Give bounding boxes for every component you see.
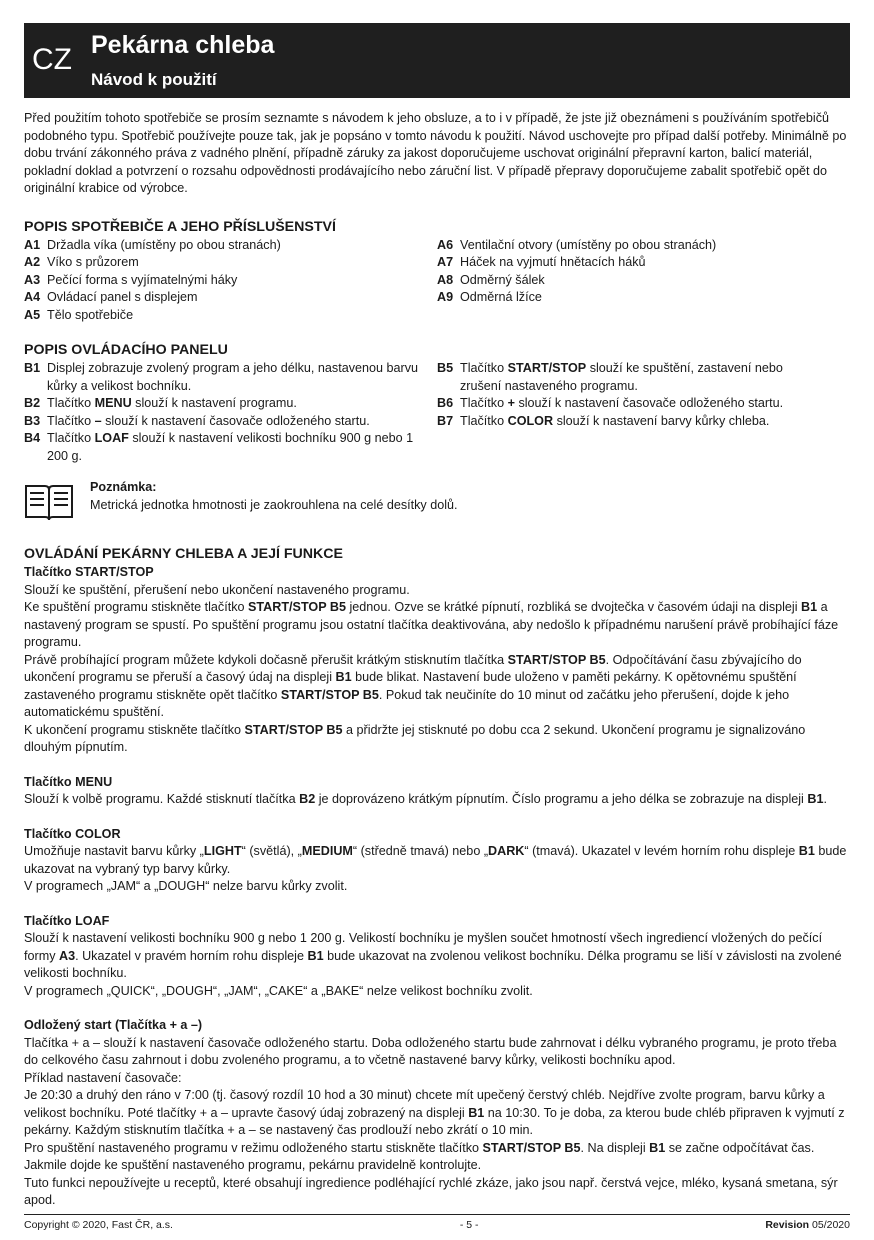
list-item: A3 Pečící forma s vyjímatelnými háky bbox=[24, 272, 238, 287]
paragraph: Tuto funkci nepoužívejte u receptů, které obsahují ingredience podléhající rychlé zkáze, jako jsou např. čerstvá vejce, mléko, kysaná smetana, sýr apod. bbox=[24, 1175, 838, 1207]
appliance-parts-right bbox=[437, 237, 850, 325]
list-item: B4 Tlačítko LOAF slouží k nastavení velikosti bochníku 900 g nebo 1 200 g. bbox=[24, 431, 414, 463]
appliance-parts bbox=[24, 237, 850, 325]
paragraph: Umožňuje nastavit barvu kůrky „LIGHT“ (světlá), „MEDIUM“ (středně tmavá) nebo „DARK“ (tmavá). Ukazatel v levém horním rohu displeje B1 bude ukazovat na vybraný typ barvy kůrky. bbox=[24, 844, 847, 876]
list-item: B7 Tlačítko COLOR slouží k nastavení barvy kůrky chleba. bbox=[437, 413, 770, 428]
section-heading-panel: POPIS OVLÁDACÍHO PANELU bbox=[24, 342, 228, 358]
list-item: A6 Ventilační otvory (umístěny po obou stranách) bbox=[437, 237, 717, 252]
note-text: Metrická jednotka hmotnosti je zaokrouhlena na celé desítky dolů. bbox=[90, 497, 458, 512]
paragraph: Slouží k nastavení velikosti bochníku 900 g nebo 1 200 g. Velikostí bochníku je myšlen součet hmotností všech ingrediencí vložených do pečící formy A3. Ukazatel v pravém horním rohu displeje B1 bude ukazovat na zvolenou velikost bochníku. Délka programu se liší v závislosti na zvolené velikosti bochníku. bbox=[24, 931, 842, 980]
list-item: A5 Tělo spotřebiče bbox=[24, 307, 134, 322]
control-panel-right bbox=[437, 360, 850, 465]
paragraph: V programech „JAM“ a „DOUGH“ nelze barvu kůrky zvolit. bbox=[24, 879, 348, 893]
list-item: A2 Víko s průzorem bbox=[24, 255, 139, 269]
subheading-loaf: Tlačítko LOAF bbox=[24, 913, 110, 928]
list-item: A9 Odměrná lžíce bbox=[437, 290, 542, 304]
intro-paragraph: Před použitím tohoto spotřebiče se prosím seznamte s návodem k jeho obsluze, a to i v případě, že jste již obeznámeni s používáním spotřebičů podobného typu. Spotřebič používejte pouze tak, jak je popsáno v tomto návodu k použití. Návod uschovejte pro případ další potřeby. Minimálně po dobu trvání zákonného práva z vadného plnění, případně záruky za jakost doporučujeme uschovat originální přepravní karton, balicí materiál, pokladní doklad a potvrzení o rozsahu odpovědnosti prodávajícího nebo záruční list. V případě přepravy doporučujeme zabalit spotřebič opět do originální krabice od výrobce. bbox=[24, 111, 847, 195]
control-panel-left bbox=[24, 360, 437, 465]
paragraph: Příklad nastavení časovače: bbox=[24, 1070, 182, 1085]
paragraph: Je 20:30 a druhý den ráno v 7:00 (tj. časový rozdíl 10 hod a 30 minut) chcete mít upečený čerstvý chléb. Nejdříve zvolte program, barvu kůrky a velikost bochníku. Poté tlačítky + a – upravte časový údaj zobrazený na displeji B1 na 10:30. To je doba, za kterou bude chléb připraven k vyjmutí z pekárny. Každým stisknutím tlačítka + a – se nastavený čas prodlouží nebo zkrátí o 10 min. bbox=[24, 1088, 845, 1137]
note-content bbox=[90, 479, 458, 522]
page-title: Pekárna chleba bbox=[91, 31, 275, 59]
paragraph: Ke spuštění programu stiskněte tlačítko START/STOP B5 jednou. Ozve se krátké pípnutí, rozbliká se dvojtečka v časovém údaji na displeji B1 a nastavený program se spustí. Po spuštění programu jsou ostatní tlačítka deaktivována, aby nedošlo k případnému narušení právě probíhající fáze programu. bbox=[24, 600, 839, 649]
paragraph: Slouží ke spuštění, přerušení nebo ukončení nastaveného programu. bbox=[24, 582, 410, 597]
list-item: A4 Ovládací panel s displejem bbox=[24, 290, 198, 304]
list-item: A8 Odměrný šálek bbox=[437, 272, 545, 287]
list-item: B1 Displej zobrazuje zvolený program a jeho délku, nastavenou barvu kůrky a velikost bochníku. bbox=[24, 361, 419, 393]
list-item: B3 Tlačítko – slouží k nastavení časovače odloženého startu. bbox=[24, 413, 370, 428]
appliance-parts-left bbox=[24, 237, 437, 325]
paragraph: Právě probíhající program můžete kdykoli dočasně přerušit krátkým stisknutím tlačítka START/STOP B5. Odpočítávání času zbývajícího do ukončení programu se přeruší a časový údaj na displeji B1 bude blikat. Nastavení bude uloženo v paměti pekárny. K opětovnému spuštění zastaveného programu stiskněte opět tlačítko START/STOP B5. Pokud tak neučiníte do 10 minut od začátku jeho přerušení, dojde k jeho automatickému spuštění. bbox=[24, 652, 802, 719]
page-header bbox=[24, 23, 850, 98]
subheading-menu: Tlačítko MENU bbox=[24, 774, 113, 789]
document-body bbox=[24, 110, 850, 1210]
list-item: A1 Držadla víka (umístěny po obou stranách) bbox=[24, 237, 281, 252]
subheading-delay-start: Odložený start (Tlačítka + a –) bbox=[24, 1018, 203, 1032]
list-item: B6 Tlačítko + slouží k nastavení časovače odloženého startu. bbox=[437, 396, 784, 410]
section-heading-appliance: POPIS SPOTŘEBIČE A JEHO PŘÍSLUŠENSTVÍ bbox=[24, 218, 336, 235]
control-panel-parts bbox=[24, 360, 850, 465]
note-box bbox=[24, 479, 850, 522]
list-item: A7 Háček na vyjmutí hnětacích háků bbox=[437, 255, 646, 269]
paragraph: K ukončení programu stiskněte tlačítko START/STOP B5 a přidržte jej stisknuté po dobu cca 2 sekund. Ukončení programu je signalizováno dlouhým pípnutím. bbox=[24, 722, 806, 754]
paragraph: Tlačítka + a – slouží k nastavení časovače odloženého startu. Doba odloženého startu bude zahrnovat i délku vybraného programu, je proto třeba do celkového času zahrnout i dobu zvoleného programu, a to včetně nastavené barvy kůrky, velikosti bochníku apod. bbox=[24, 1035, 837, 1067]
language-code: CZ bbox=[32, 43, 72, 76]
paragraph: Slouží k volbě programu. Každé stisknutí tlačítka B2 je doprovázeno krátkým pípnutím. Číslo programu a jeho délka se zobrazuje na displeji B1. bbox=[24, 792, 827, 806]
list-item: B2 Tlačítko MENU slouží k nastavení programu. bbox=[24, 396, 297, 410]
list-item: B5 Tlačítko START/STOP slouží ke spuštění, zastavení nebo zrušení nastaveného programu. bbox=[437, 361, 783, 393]
paragraph: Pro spuštění nastaveného programu v režimu odloženého startu stiskněte tlačítko START/STOP B5. Na displeji B1 se začne odpočítávat čas. Jakmile dojde ke spuštění nastaveného programu, pekárnu pravidelně kontrolujte. bbox=[24, 1140, 815, 1172]
page-number: - 5 - bbox=[459, 1219, 479, 1231]
book-icon bbox=[24, 482, 74, 522]
subheading-color: Tlačítko COLOR bbox=[24, 826, 121, 841]
revision: Revision 05/2020 bbox=[765, 1219, 850, 1231]
copyright: Copyright © 2020, Fast ČR, a.s. bbox=[24, 1219, 173, 1231]
section-heading-operation: OVLÁDÁNÍ PEKÁRNY CHLEBA A JEJÍ FUNKCE bbox=[24, 546, 343, 562]
note-title: Poznámka: bbox=[90, 480, 157, 494]
page-footer bbox=[24, 1214, 850, 1231]
paragraph: V programech „QUICK“, „DOUGH“, „JAM“, „CAKE“ a „BAKE“ nelze velikost bochníku zvolit. bbox=[24, 983, 533, 998]
subheading-start-stop: Tlačítko START/STOP bbox=[24, 565, 154, 579]
page-subtitle: Návod k použití bbox=[91, 70, 217, 89]
